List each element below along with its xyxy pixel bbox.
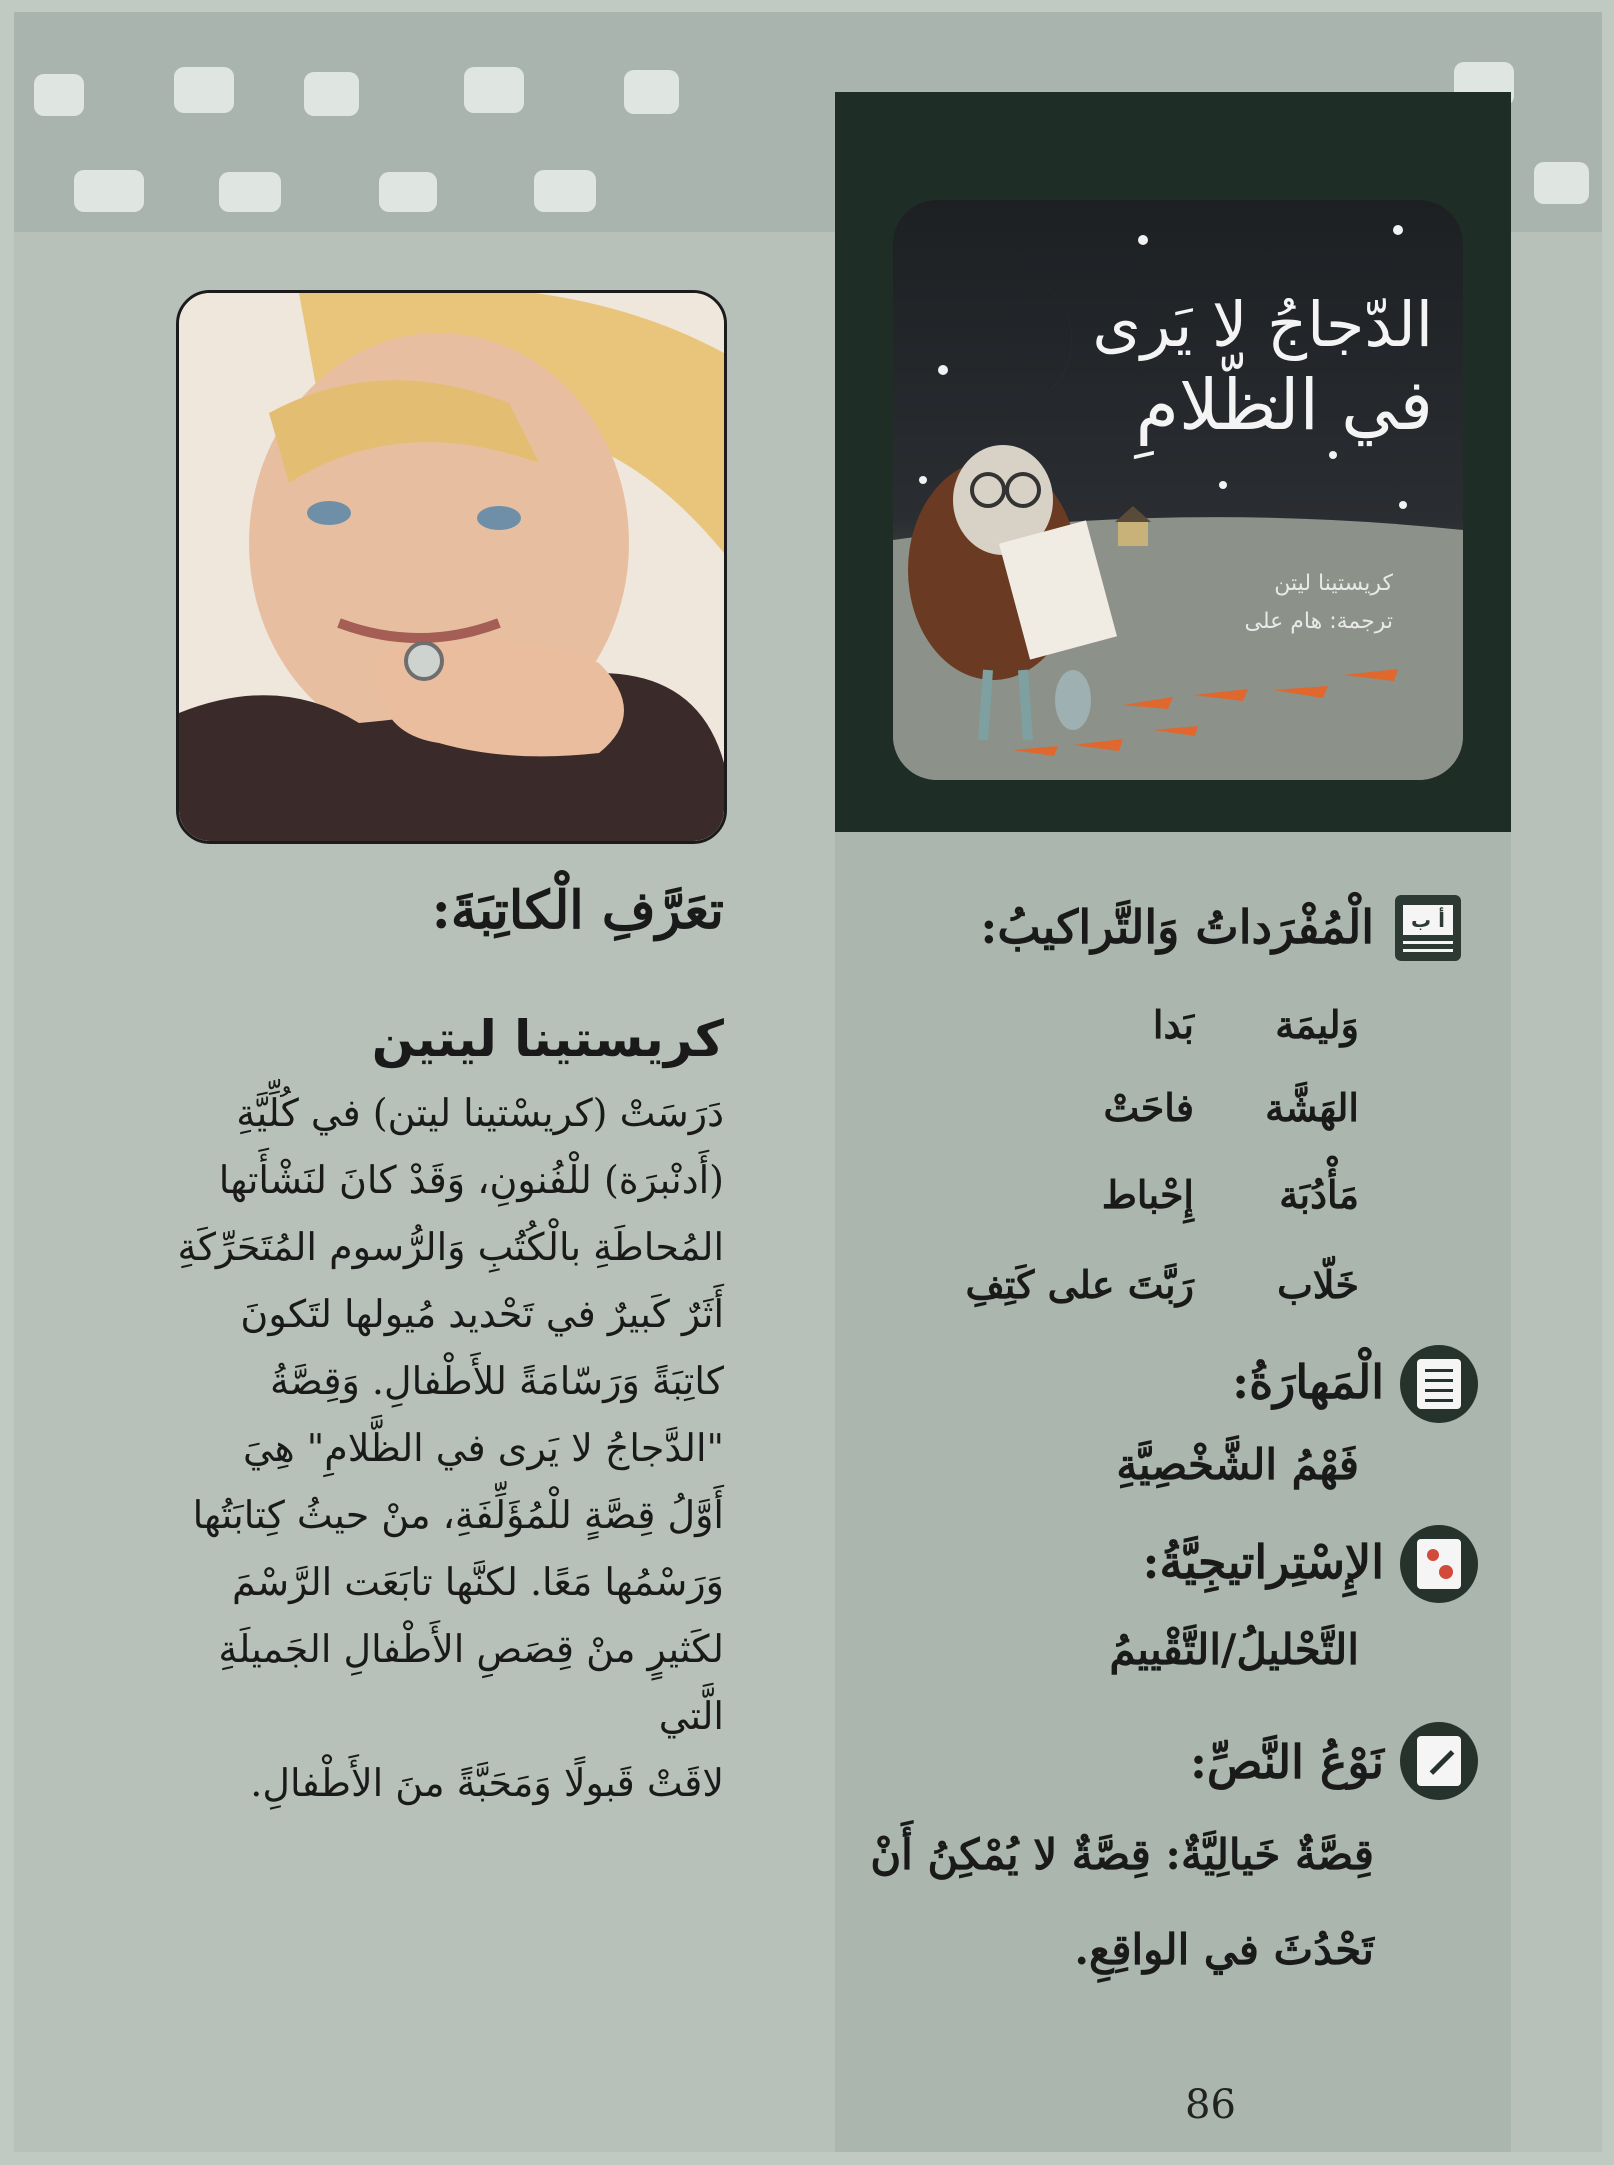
author-photo [176, 290, 727, 844]
book-title [1053, 285, 1433, 445]
strategy-heading: الإِسْتِراتيجِيَّةُ: [1142, 1535, 1384, 1589]
decor-patch [534, 170, 596, 212]
book-credits [1133, 565, 1393, 641]
decor-patch [379, 172, 437, 212]
text-type-value-line2: تَحْدُثَ في الواقِعِ. [1074, 1925, 1374, 1974]
book-title-line1: الدّجاجُ لا يَرى [1092, 288, 1433, 361]
meet-author-heading: تعَرَّفِ الْكاتِبَةَ: [431, 880, 724, 941]
bio-line: أَوَّلُ قِصَّةٍ للْمُؤَلِّفَةِ، منْ حيثُ كِتابَتُها [192, 1493, 724, 1537]
bio-line: كاتِبَةً وَرَسّامَةً للأَطْفالِ. وَقِصَّةُ [270, 1359, 724, 1403]
author-name: كريستينا ليتين [371, 1010, 724, 1068]
decor-patch [624, 70, 679, 114]
bio-line: وَرَسْمُها مَعًا. لكنَّها تابَعَت الرَّسْمَ [232, 1560, 724, 1604]
text-type-heading: نَوْعُ النَّصِّ: [1189, 1735, 1384, 1789]
vocab-word: رَبَّتَ على كَتِفِ [965, 1262, 1194, 1307]
book-title-line2: في الظّلامِ [1135, 364, 1433, 446]
vocabulary-book-icon: أ ب [1395, 895, 1461, 961]
bio-line: المُحاطَةِ بالْكُتُبِ وَالرُّسوم المُتَحَرِّكَةِ [177, 1225, 724, 1269]
bio-line: (أَدنْبرَة) للْفُنونِ، وَقَدْ كانَ لنَشْأَتها [218, 1158, 724, 1202]
house-icon [1118, 520, 1148, 546]
pencil-note-icon [1400, 1722, 1478, 1800]
bio-line: "الدَّجاجُ لا يَرى في الظَّلامِ" هِيَ [242, 1426, 724, 1470]
vocabulary-heading: الْمُفْرَداتُ وَالتَّراكيبُ: [980, 900, 1374, 954]
bio-line: لاقَتْ قَبولًا وَمَحَبَّةً منَ الأَطْفالِ. [250, 1761, 724, 1805]
book-cover-image [893, 200, 1463, 780]
bio-line: أَثَرٌ كَبيرٌ في تَحْديد مُيولها لتَكونَ [240, 1292, 724, 1336]
checklist-icon [1400, 1345, 1478, 1423]
text-type-value-line1: قِصَّةٌ خَيالِيَّةٌ: قِصَّةٌ لا يُمْكِنُ أَنْ [870, 1830, 1374, 1879]
decor-patch [174, 67, 234, 113]
decor-patch [219, 172, 281, 212]
page-number: 86 [1185, 2082, 1236, 2128]
author-portrait-illustration [179, 293, 724, 841]
bio-line: لكَثيرٍ منْ قِصَصِ الأَطْفالِ الجَميلَةِ الَّتي [218, 1627, 724, 1738]
decor-patch [304, 72, 359, 116]
author-bio [169, 1080, 724, 1817]
book-author: كريستينا ليتن [1274, 571, 1393, 596]
skill-heading: الْمَهارَةُ: [1232, 1355, 1384, 1409]
vocab-word: الهَشَّة [1265, 1085, 1359, 1130]
ring-icon [406, 643, 442, 679]
vocab-word: وَليمَة [1275, 1002, 1359, 1047]
decor-patch [34, 74, 84, 116]
bio-line: دَرَسَتْ (كريسْتينا ليتن) في كُلِّيَّةِ [236, 1091, 724, 1135]
decor-patch [74, 170, 144, 212]
decor-patch [464, 67, 524, 113]
book-translator: ترجمة: هام على [1244, 609, 1393, 634]
vocab-word: بَدا [1152, 1002, 1194, 1047]
mouse-figure [1055, 670, 1091, 730]
vocab-word: خَلّاب [1277, 1262, 1359, 1307]
skill-value: فَهْمُ الشَّخْصِيَّةِ [1116, 1440, 1359, 1489]
strategy-value: التَّحْليلُ/التَّقْييمُ [1109, 1625, 1359, 1674]
vocab-word: إِحْباط [1101, 1172, 1194, 1217]
vocab-word: مَأْدُبَة [1279, 1172, 1359, 1217]
vocab-word: فاحَتْ [1103, 1085, 1194, 1130]
decor-patch [1534, 162, 1589, 204]
gears-icon [1400, 1525, 1478, 1603]
